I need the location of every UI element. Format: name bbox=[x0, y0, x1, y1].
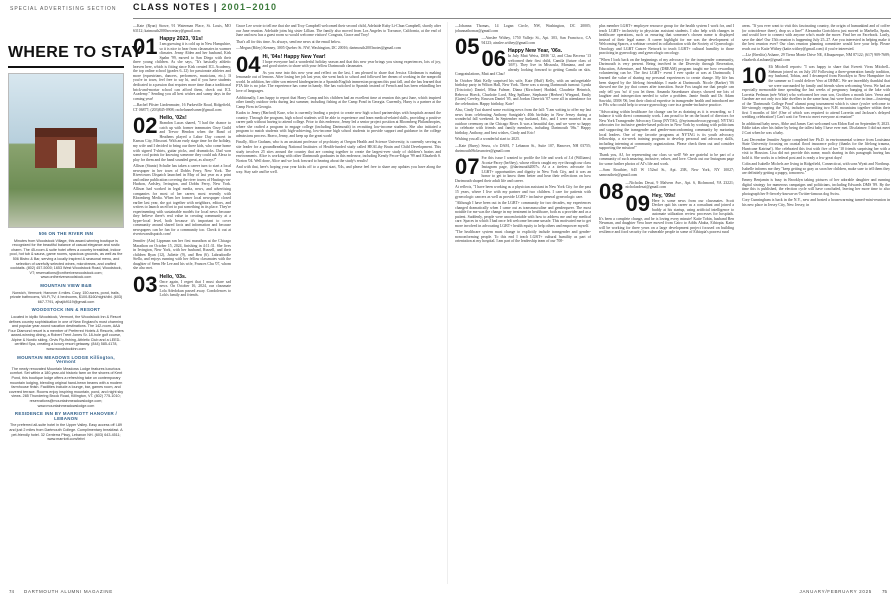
class-entry bbox=[455, 156, 591, 244]
magazine-name: DARTMOUTH ALUMNI MAGAZINE bbox=[24, 589, 113, 594]
entry-paragraph: "When I look back on the beginnings of my advocacy for the transgender community, Dartmouth is very present. Being involved in the Diversity through Recreation, Education, Adventure, and Mentoring (DREAM) program taught me how rewarding volunteering can be. The first LGBT+ event I ever spoke at was at Dartmouth; I learned the value of sharing my personal experiences to create change. My life has been shaped by the lifelong friendships I made at Dartmouth. Nicole (Barker) '06 showed me the joy that comes after transition. Susie Fox taught me that people can only tell you 'no' if you let them. Amanda Sasenbauer always showed me lots of laughter and introspection needed to solve a problem. Jamie Smith and Dr. Adam Sawicki, DMS '06, lent their clinical expertise in transgender health and introduced me to PAs who could help to secure gynecology care in a gender-inclusive practice. bbox=[599, 57, 734, 108]
entry-paragraph: "Advocating within healthcare for change can be as draining as it is rewarding, so I balance it with direct community work. I am proud to be on the board of directors for New York Transgender Advocacy Group (NYTAG, @nytransadvocacygroup). NYTAG advocates for inclusive gender-based policies in New York by working with politicians and supporting the transgender and gender-nonconforming community by nurturing local leaders. One of my favorite programs at NYTAG is its youth advocacy fellowship, a six-week training program to develop personal and advocacy skills, including interning at community organizations. Please check them out and consider supporting the mission!" bbox=[599, 109, 734, 151]
entry-paragraph: —Megan (Riley) Kenney, 3005 Quebec St. NW, Washington, DC 20016; dartmouth2003notes@gmail.com bbox=[236, 46, 401, 51]
entry-paragraph: —Liz (Breslitz) Ashane, 29 Tierra Monte Drive NE, Albuquerque, NM 87122; (617) 909-7689; elizabeth.d.ashane@gmail.com bbox=[742, 53, 890, 62]
barn-door-shape bbox=[57, 140, 75, 168]
page-number-left: 74 bbox=[9, 589, 15, 594]
sidebar-title: WHERE TO STAY bbox=[8, 44, 143, 61]
entry-greeting: Hello, '03s. bbox=[159, 273, 187, 280]
section-title bbox=[133, 2, 277, 12]
listing-item bbox=[8, 232, 124, 280]
class-entry bbox=[133, 24, 231, 33]
entry-paragraph: Once again, I regret that I must share sad news. On October 16, 2024, our classmate Lola Adedokun passed away. Condolences to Lola's family and friends. bbox=[159, 279, 231, 298]
class-year-number: 08 bbox=[599, 178, 624, 204]
listing-text: Located in idyllic Woodstock, Vermont, the Woodstock Inn & Resort defines country sophistication in one of New England's most charming and popular year-round vacation destinations. The 142-room, AAA Four Diamond resort is a member of Preferred Hotels & Resorts, offers award-winning dining, a Robert Trent Jones Sr. 18-hole golf course, Alpine & Nordic skiing, Orvis Fly-fishing, Athletic Club and a LEED-certified Spa, creating a luxury resort getaway. (844) 585-4178, www.woodstockinn.com bbox=[8, 314, 124, 352]
entry-paragraph: "Although I have been out in the LGBT+ community for two decades, my experiences changed dramatically when I came out as transmasculine and genderqueer. The most notable for me was the change in my treatment in healthcare, both as a provider and as a patient. Suddenly, people were uncomfortable with how to address me and my medical care. Spaces in which I had once felt welcome became unsafe. This motivated me to get more involved in advocating LGBT+ health equity to help others and empower myself. bbox=[455, 201, 591, 228]
entry-paragraph: plus member LGBT+ employee resource group for the health system I work for, and I teach LGBT+ inclusivity to physician assistant students. I also help with changes in healthcare operations, such as ensuring that someone's chosen name is displayed instead of their legal name. A career highlight for me was the development of Welcoming Spaces, a webinar created in collaboration with the Society of Gynecologic Oncology and LGBT Cancer Network to teach LGBT+ cultural humility to those practicing in gynecology and gynecologic oncology. bbox=[599, 24, 734, 56]
entry-greeting: Happy New Year, '06s. bbox=[507, 48, 563, 55]
listing-text: The newly renovated Mountain Meadows Lodge features luxurious comfort. Set within a 180-year-old historic farm on the shores of Kent Pond, this boutique lodge offers a refreshing take on contemporary mountain lodging, blending original hand-hewn beams with a modern farmhouse finish. Facilities include a lounge, bar, games room, and covered terrace. Rooms enjoy inspiring mountain, pond, and night sky views. 285 Thundering Brook Road, Killington, VT. (802) 775-1010; reservations@mountainmeadowslodge.com; www.mountainmeadowslodge.com bbox=[8, 366, 124, 408]
class-year-number: 10 bbox=[742, 63, 767, 89]
page-header bbox=[0, 0, 896, 22]
entry-paragraph: Jennifer (Ain) Lippman ran her first marathon at the Chicago Marathon on October 15, 2024, finishing in 4:11:31. She lives in Irvington, New York, with her husband, Russell, and their children Ryan (12), Juliette (9), and Ben (6). Labradoodle Stella, and enjoys running with her fellow classmates with the daughter of Seem He Lee and his wife, Frances Chu '07, whom she also met. bbox=[133, 238, 231, 271]
class-entry bbox=[133, 271, 231, 298]
listing-item bbox=[8, 284, 124, 304]
where-to-stay-sidebar bbox=[8, 20, 143, 586]
class-entry bbox=[599, 24, 734, 178]
entry-paragraph: —Ainslee Withey, 1750 Vallejo St., Apt. 303, San Francisco, CA 94123; ainslee.withey@gmail.com bbox=[481, 36, 591, 45]
entry-paragraph: In October Matt Kelly surprised his wife, Kate (Huff) Kelly, with an unforgettable birthday party in Wilton Hall, New York. There was a strong Dartmouth turnout: Lynda (Trisciotto) Daniel, Mina Fulmer, Diana (Kirschner) Haddad, Claudette Heinrich, Rebecca Hoeck, Charlotte Lord, Meg Spillane, Stephanie (Herbert) Wiegand, Emily (Gates) Creeley, Rawson Daniel '05, and Jordan Cherrick '07 were all in attendance for the celebration. Happy birthday, Kate! bbox=[455, 78, 591, 106]
class-year-number: 04 bbox=[236, 51, 261, 77]
listing-item bbox=[8, 412, 124, 442]
class-entry bbox=[236, 51, 441, 175]
entry-paragraph: Eli Mitchell reports: "I was happy to share that Everett Vivas Mitchell–Siebman joined us on July 26! Following a three-generation family tradition, my husband, Tobias, and I decamped from Brooklyn to New Hampshire for the summer so I could deliver Vero at DHMC. We are incredibly thankful that we were surrounded by family and friends when welcoming Veera. We had an especially memorable time spending the last weeks of pregnancy hanging at the lake with Lorretta Perlman (née Witte) who welcomed her own son, Gwithen a month later. Veera and Gardner are not only two lake dwellers in the same hour, but were born close in time—fostering of the 'Dartmouth College Pond' alumni pong tournament which is since (you're welcome to life-strongly repping the '10s), includes summiting two N.H. mountains together within their first 3 months of life! (One of which was required to attend Lorretta and Jackson's delayed wedding celebration!) Can't wait for Veera to meet everyone at reunion!" bbox=[742, 65, 890, 120]
listing-name: WOODSTOCK INN & RESORT bbox=[31, 307, 101, 313]
inn-photo bbox=[8, 73, 124, 228]
page-footer bbox=[0, 586, 896, 600]
class-entry bbox=[455, 48, 591, 153]
entry-paragraph: As you ease into this new year and reflect on the last, I am pleased to share that Jessica Glodzman is making lemonade out of lemons. After losing her job last year, she went back to school and followed her dream of working in the nonprofit world. In addition, her older son entered kindergarten in a Spanish/English immersion program this past fall, and she has learned that PTA life is no joke. The experience has come in handy. She has switched to Spanish instead of French and has been rekindling her love of languages. bbox=[236, 70, 441, 94]
class-entry bbox=[236, 24, 441, 51]
sidebar-title-rule bbox=[8, 66, 124, 68]
entry-greeting: Happy 2023, '01s! bbox=[159, 36, 203, 43]
class-year-number: 07 bbox=[455, 154, 480, 180]
entry-paragraph: For this issue I wanted to profile the life and work of J.d (Williams) Acosta-Pacey (he/they), whose efforts caught my eye through our class Instagram page, @dartmouth2007s. At a a tireless advocate for LGBT+ opportunities and dignity in New York City, and it was an honor to get to know them better and hear their reflections on how Dartmouth shaped their adult life and career. bbox=[455, 156, 591, 183]
special-ad-label: SPECIAL ADVERTISING SECTION bbox=[10, 6, 117, 12]
entry-paragraph: Also, Cindy Tsai shared some exciting news from the fall: "I am writing to offer my last news from celebrating Anthony Sanigiale's 40th birthday in New Jersey during a wonderful fall weekend. In September my husband, Eric, and I were married in an outdoor ceremony on the Chicago River. It was a beautiful day, and we were so happy to celebrate with friends and family members, including Dartmouth '06s." Happy birthday, Anthony, and best wishes, Cindy and Eric! bbox=[455, 108, 591, 135]
class-year-number: 01 bbox=[133, 34, 158, 60]
title-separator: | bbox=[213, 2, 222, 12]
entry-greeting: Hi, '04s! Happy New Year! bbox=[262, 53, 326, 60]
listing-name: MOUNTAIN VIEW B&B bbox=[40, 282, 92, 288]
entry-paragraph: At reflects, "I have been working as a physician assistant in New York City for the past 15 years, where I live with my partner and two children. I care for patients with gynecologic cancers as well as provide LGBT+ inclusive general gynecologic care. bbox=[455, 185, 591, 199]
entry-paragraph: —Sam Routhier, 645 W 152nd St., Apt. 25B, New York, NY 10027; samroutheir@gmail.com bbox=[599, 168, 734, 177]
years-range: 2001–2010 bbox=[221, 2, 278, 12]
notes-column-5 bbox=[742, 24, 890, 584]
entry-paragraph: I am guessing it is cold up in New Hampshire, so it is nice to hear from classmates in warmer climates. Jenny Alden and her husband, Kirk Spahn '99, moved to San Diego with their three young children. As she says, "It's basically athletic heaven here, which is fitting since Kirk created ICL Academy, the top online school (grades 6–12) for passionate athletes and more (equestrians, dancers, performers, musicians, etc.). If you're in town, feel free to say hi, and if you have students dedicated to a passion that requires more time than a traditional brick-and-mortar school can afford them, check out ICL Academy." Sending you all best wishes and sunny days in the coming year! bbox=[133, 42, 231, 101]
class-year-number: 03 bbox=[133, 271, 158, 297]
entry-paragraph: Brandon Lucas shared, "I had the chance to catch up with former teammates Ozzy Guild and Trevor Hendon when the Band of Heathens played a Labor Day concert in Kansas City, Missouri. With an early stage time for the holiday, my wife and I decided to bring our three kids, who come home with signed T-shirts, guitar picks, and drumsticks. Dad won some cool points for knowing someone they could ask Alexa to play for them and the band sounded great, as always!" bbox=[133, 121, 231, 162]
issue-date: JANUARY/FEBRUARY 2025 bbox=[799, 589, 872, 594]
class-year-number: 06 bbox=[481, 46, 506, 72]
entry-paragraph: —Kate (Barry) Seuss, c/o DAM, 7 Lebanon St., Suite 107, Hanover, NH 03755; dartmouth06classnotes@gmail.com bbox=[455, 144, 591, 153]
listing-text: The preferred all-suite hotel in the Upper Valley. Easy access off I-89 and just 2 miles from Dartmouth College. Complimentary breakfast. A pet-friendly hotel. 32 Centerra Pkwy, Lebanon NH. (603) 643-4511; www.marriott.com/lebri bbox=[9, 423, 123, 442]
class-entry bbox=[742, 24, 890, 62]
entry-paragraph: I hope everyone had a wonderful holiday season and that this new year brings you strong experiences, lots of joy, and good stories to share with your fellow Dartmouth classmates. bbox=[262, 59, 441, 69]
entry-paragraph: "The healthcare system must change to explicitly include transgender and gender-nonconforming people. To this end I teach LGBT+ cultural humility as part of orientation at my hospital. I am part of the leadership team of our 700- bbox=[455, 230, 591, 244]
entry-greeting: Hello, '02s! bbox=[159, 115, 187, 122]
notes-column-3 bbox=[455, 24, 591, 584]
class-year-number: 02 bbox=[133, 113, 158, 139]
notes-column-4 bbox=[599, 24, 734, 584]
listing-name: 506 ON THE RIVER INN bbox=[38, 231, 94, 236]
class-notes-label: CLASS NOTES bbox=[133, 2, 211, 12]
entry-paragraph: That's all for this time. As always, send me news at the email below. bbox=[236, 39, 341, 44]
entry-paragraph: Kudos to Jenny (Harford) Kase, who is currently leading a project to create new high school partnerships with hospitals around the country. Through the program, high school students will be able to experience and learn medical-related skills, providing a positive career path without having to attend college. Prior to this endeavor, Jenny led a senior project position at Bloomberg Philanthropies, where she crafted a program to engage college (including Dartmouth) in recruiting low-income students. She also initiated a program to match students with high-achieving, low-income high school students to provide support and guidance in the college admissions process. Bravo, Jenny, and keep up the great work! bbox=[236, 111, 441, 138]
class-entry bbox=[133, 36, 231, 112]
entry-paragraph: Thank you, AJ, for representing our class so well! We are grateful to be part of a community of such amazing, inclusive, values, and love. Check out our Instagram page for some further photos of AJ's life and work. bbox=[599, 152, 734, 166]
entry-paragraph: —Rachel Pfister Lindenmaier, 16 Parkeville Road, Ridgefield, CT 06877; (203)845-0908; rachelannelsoner@gmail.com bbox=[133, 103, 231, 112]
header-rule bbox=[133, 18, 891, 19]
entry-greeting: Hey, '09s! bbox=[651, 192, 676, 199]
notes-column-1 bbox=[133, 24, 231, 584]
entry-paragraph: Wishing you all a wonderful start to 2025. bbox=[455, 137, 520, 142]
entry-paragraph: Additionally, I am happy to report that Harry Camp and his children had an excellent time at reunion this past June, which inspired other family outdoor treks during last summer, including fishing at the Camp Pond in Georgia. Currently, Harry is a partner at the Camp Firm in Georgia. bbox=[236, 95, 441, 109]
listing-name: MOUNTAIN MEADOWS LODGE Killington, Vermont bbox=[17, 354, 115, 365]
class-entry bbox=[133, 115, 231, 271]
listing-item bbox=[8, 356, 124, 409]
class-year-number: 09 bbox=[625, 190, 650, 216]
listing-text: Minutes from Woodstock Village, this award-winning boutique is recognized for the beautiful balance of casual elegance and rustic charm. The 45-room & suite hotel offers a country breakfast, indoor pool, hot tub & sauna, game rooms, spacious grounds, as well as the 506 Bistro & Bar, serving a locally inspired & seasonal menu, and selection of carefully selected wines, microbrews, and crafted cocktails. (802) 457-5000; 1653 West Woodstock Road, Woodstock, VT; reservations@ontheriverwoodstock.com; www.ontheriverwoodstock.com bbox=[9, 238, 123, 280]
entry-paragraph: —Kate (Ryan) Stowe, 91 Waterman Place, St. Louis, MO 63112; katmouth2000secretary@gmail.com bbox=[133, 24, 231, 33]
entry-paragraph: areas. "If you ever want to visit this fascinating country, the origin of humankind and of coffee (or coincidence there), drop us a line!" Alexandra Gortchlova just moved to Marbella, Spain, and would love to connect with anyone who's made the move. Find her on Facebook. Lastly, save the date! Our 15th reunion is happening July 25–27. Are you interested in helping make it the best reunion ever? Our class reunion planning committee would love your help. Please reach out to Katie Withey (katie.withey@gmail.com) if you're interested. bbox=[742, 24, 890, 51]
class-entry bbox=[742, 65, 890, 207]
entry-paragraph: Emmy Benjamin is busy in Brooklyn taking pictures of her adorable daughter and running digital strategy for numerous campaigns and politicians, including Edwards DMS '89. By the time this is published, the election cycle will have concluded, leaving her more time to also photograph her 8-fiercely-known-as-Twitter-famous dog Swiss. bbox=[742, 177, 890, 196]
entry-paragraph: Cory Cunningham is back in the N.Y., new and hosted a housewarming turned-mini-reunion in his new place in Jersey City, New Jersey, in bbox=[742, 198, 890, 207]
listings bbox=[8, 232, 124, 442]
entry-paragraph: In additional baby news, Abbe and James Cart welcomed son Eldon Earl on September 8, 2023. Eddie takes after his father by being the tallest baby I have ever met. Disclaimer: I did not meet J.Cart when he was a baby. bbox=[742, 121, 890, 136]
class-year-number: 05 bbox=[455, 34, 480, 60]
entry-paragraph: Grace Lee wrote to tell me that she and Troy Campbell welcomed their second child, Adelaide Ruby Li-Chun Campbell, shortly after our June reunion. Adelaide joins big sister Lillian. The family also moved from Los Angeles to Torrance, California, at the end of June and now has a guest room so would welcome visitors! Congrats, Grace and Troy! bbox=[236, 24, 441, 38]
listing-text: Norwich, Vermont; Hanover 4 miles. Cozy, 150 acres, pond, trails, private bathrooms, Wi-Fi,TV, 4 bedrooms, $100-$160/night/dbl. (603) 667-7791, ajhajik9119@gmail.com bbox=[9, 290, 123, 304]
entry-paragraph: In July Matt Weiss, DMS '12, and Clau Becerra '13 welcomed their first child, Camila (future class of '46?!). They live in Missoula, Montana, and are already looking forward to getting Camila on skis. Congratulations, Matt and Clau! bbox=[455, 54, 591, 77]
notes-column-2 bbox=[236, 24, 441, 584]
page-number-right: 75 bbox=[881, 589, 887, 594]
entry-paragraph: —Johanna Thomas, 14 Logan Circle, NW, Washington, DC 20005; johannathomas@gmail.com bbox=[455, 24, 591, 33]
entry-paragraph: Finally, Alice Graham, who is an assistant professor of psychiatry at Oregon Health and Science University, is currently serving as site leader for a groundbreaking National Institutes of Health-funded study called HEALthy Brain and Child Development. This study involves 25 sites around the country that are coming together to create the largest-ever study of children's brains and environments. Alice is working with other Dartmouth graduates in this endeavor, including Kendy Pecoe-Edgar '99 and Elizabeth S. Norton '04. Well done, Alice and we look forward to hearing about the study's results! bbox=[236, 140, 441, 163]
gutter-divider bbox=[447, 22, 448, 584]
entry-paragraph: Last December Jennifer Argote completed her Ph.D. in environmental science from Louisiana State University focusing on coastal flood insurance policy (thanks for the lifelong trauma, Hurricane Katrina!). She celebrated this feat with five of her '10 friends surprising her with a visit to Houston. Lisa did not provide this name, much sharing in this paragraph having has hold it. She works in a federal post and is ready a few great days! bbox=[742, 137, 890, 160]
entry-paragraph: And with that, here's hoping your year kicks off to a great start, '04s, and please feel free to share any updates you have along the way. Stay safe and be well. bbox=[236, 165, 441, 174]
entry-paragraph: Here is some news from our classmates. Scott Decker quit his career as a consultant and joined a buddy at his startup, using artificial intelligence to automate utilization review processes for hospitals. It's been a complete change, and he is loving every minute! Katie Tobin, husband Ben Newman, and daughter Vera have moved from Cairo to Addis Ababa, Ethiopia. Katie will be working for three years on a large development project focused on building resilience and food security for vulnerable people in some of Ethiopia's poorest rural bbox=[599, 198, 734, 235]
listing-name: RESIDENCE INN BY MARRIOTT HANOVER / LEBANON bbox=[14, 411, 118, 421]
class-entry bbox=[455, 24, 591, 33]
entry-paragraph: —Nicholas Desai, 9 Malvern Ave., Apt. 6, Richmond, VA 23221; nicholasdesai@gmail.com bbox=[625, 180, 734, 190]
entry-paragraph: Colin and Isabelle Michels are living in Ridgefield, Connecticut, with sons Wyatt and Northrup. Isabelle informs me they "keep getting so gray as soon her children, make sure to tell them they are definitely getting a puppy, tomorrow." bbox=[742, 162, 890, 176]
listing-item bbox=[8, 308, 124, 351]
entry-paragraph: Allison (Stuntz) Schulte has taken a career turn to start a local newspaper in her town of Dobbs Ferry, New York. The Rivertowns Dispatch launched in May of last year as a print and online publication covering the river towns of Hastings-on-Hudson, Ardsley, Irvington, and Dobbs Ferry, New York. Allison had worked in legal media, news, and advertising companies for most of her career, most recently with Bloomberg Media. When her former local newspaper closed earlier last year, she got together with neighbors, editors, and writers to launch an effort to put something in its place. They're experimenting with sustainable models for local news because they believe there's real value in creating community at a hyper-local level, both because it's important to cover community around shared facts and information and because newspapers can be fun for a community too. Check it out at rivertownsdispatch.com! bbox=[133, 164, 231, 237]
